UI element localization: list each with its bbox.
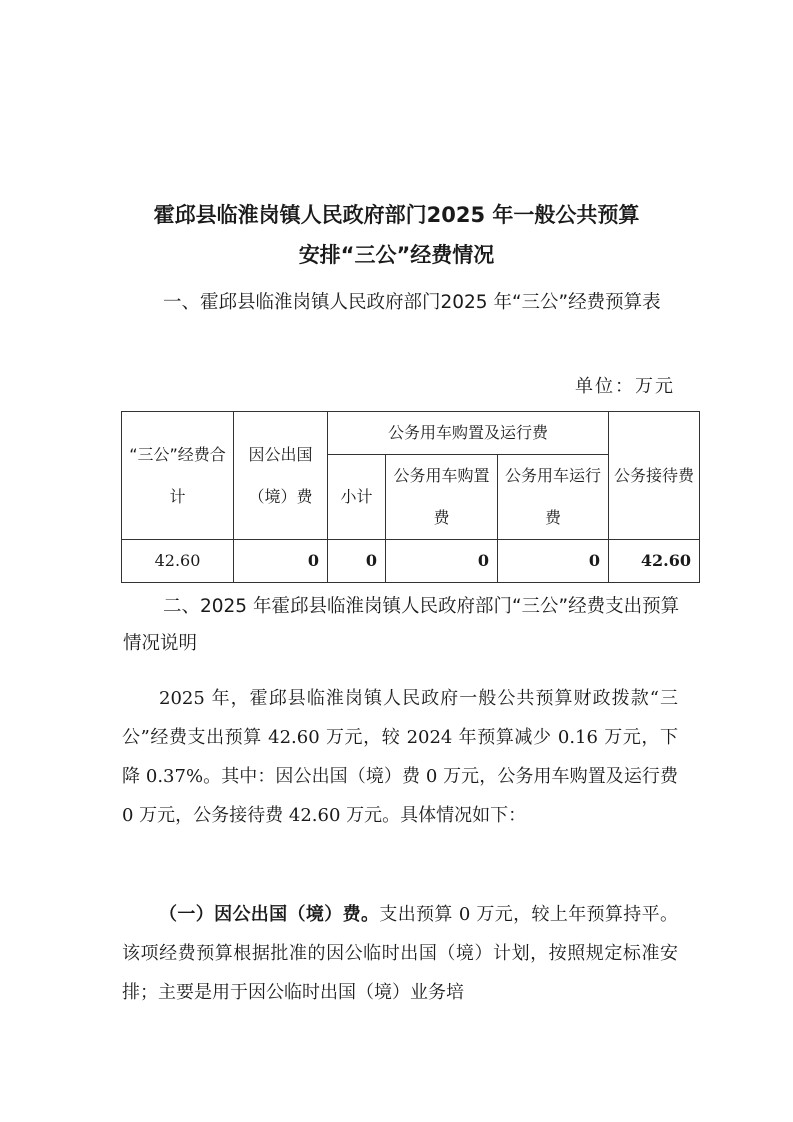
header-subtotal: 小计 bbox=[328, 455, 386, 540]
document-title-line-1: 霍邱县临淮岗镇人民政府部门2025 年一般公共预算 bbox=[153, 203, 640, 227]
header-vehicle-group: 公务用车购置及运行费 bbox=[328, 412, 609, 455]
paragraph-abroad-heading: （一）因公出国（境）费。 bbox=[159, 904, 380, 925]
header-vehicle-purchase: 公务用车购置费 bbox=[386, 455, 498, 540]
value-vehicle-purchase: 0 bbox=[386, 540, 498, 583]
three-public-budget-table bbox=[121, 411, 700, 583]
value-abroad: 0 bbox=[234, 540, 328, 583]
value-subtotal: 0 bbox=[328, 540, 386, 583]
value-reception: 42.60 bbox=[609, 540, 700, 583]
header-reception: 公务接待费 bbox=[609, 412, 700, 540]
value-total: 42.60 bbox=[122, 540, 234, 583]
unit-label: 单位：万元 bbox=[575, 376, 675, 397]
section-1-heading: 一、霍邱县临淮岗镇人民政府部门2025 年“三公”经费预算表 bbox=[163, 292, 661, 313]
header-vehicle-operation: 公务用车运行费 bbox=[498, 455, 609, 540]
header-total: “三公”经费合计 bbox=[122, 412, 234, 540]
paragraph-summary: 2025 年，霍邱县临淮岗镇人民政府一般公共预算财政拨款“三公”经费支出预算 42.60 万元，较 2024 年预算减少 0.16 万元，下降 0.37%。其中：因公出国（境）费 0 万元，公务用车购置及运行费 0 万元，公务接待费 42.60 万元。具体情况如下： bbox=[122, 688, 678, 826]
paragraph-abroad-expense bbox=[122, 895, 678, 1012]
header-abroad: 因公出国（境）费 bbox=[234, 412, 328, 540]
paragraph-abroad-text: 支出预算 0 万元，较上年预算持平。该项经费预算根据批准的因公临时出国（境）计划，按照规定标准安排；主要是用于因公临时出国（境）业务培 bbox=[122, 904, 678, 1003]
document-title-line-2: 安排“三公”经费情况 bbox=[298, 243, 495, 267]
value-vehicle-operation: 0 bbox=[498, 540, 609, 583]
section-2-heading: 二、2025 年霍邱县临淮岗镇人民政府部门“三公”经费支出预算情况说明 bbox=[123, 596, 680, 654]
